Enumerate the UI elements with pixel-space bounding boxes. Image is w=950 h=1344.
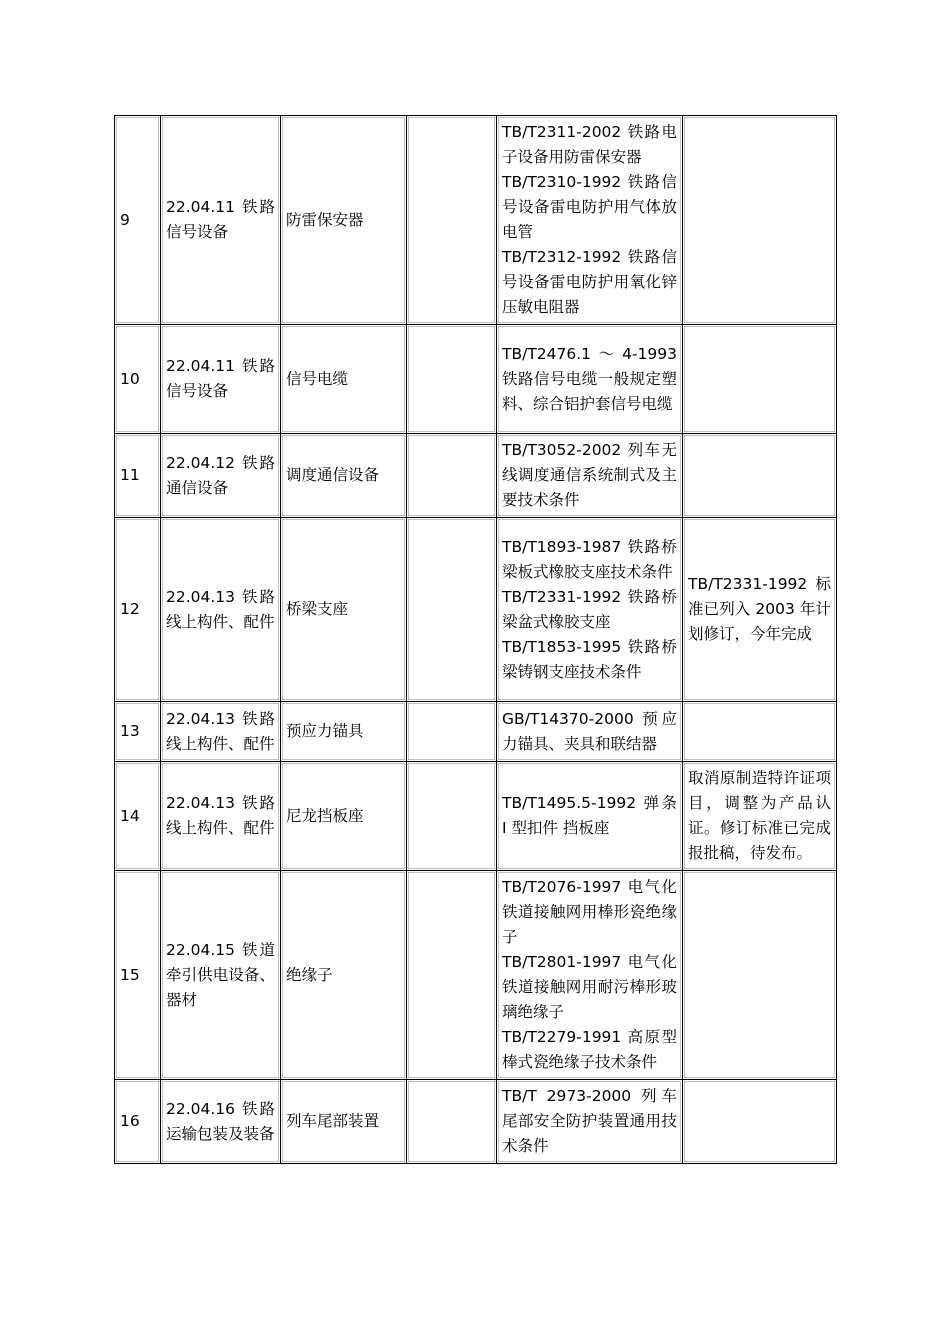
standard-entry: TB/T1495.5-1992 弹条 I 型扣件 挡板座: [502, 794, 677, 837]
product-cell: 防雷保安器: [281, 116, 407, 325]
empty-cell: [407, 762, 497, 871]
standards-cell: [497, 702, 683, 762]
table-row: [115, 518, 837, 702]
standards-cell: [497, 325, 683, 434]
row-number: 10: [115, 325, 161, 434]
standard-entry: TB/T2076-1997 电气化铁道接触网用棒形瓷绝缘子: [502, 878, 677, 946]
table-row: [115, 434, 837, 518]
standards-cell: [497, 116, 683, 325]
category-cell: 22.04.12 铁路通信设备: [161, 434, 281, 518]
note-cell: 取消原制造特许证项目，调整为产品认证。修订标准已完成报批稿，待发布。: [683, 762, 837, 871]
standards-cell: [497, 518, 683, 702]
standard-entry: TB/T2801-1997 电气化铁道接触网用耐污棒形玻璃绝缘子: [502, 953, 677, 1021]
standard-entry: TB/T2312-1992 铁路信号设备雷电防护用氧化锌压敏电阻器: [502, 248, 677, 316]
table-row: [115, 325, 837, 434]
note-cell: [683, 116, 837, 325]
row-number: 9: [115, 116, 161, 325]
product-cell: 调度通信设备: [281, 434, 407, 518]
table-row: [115, 871, 837, 1080]
empty-cell: [407, 325, 497, 434]
standard-entry: TB/T1893-1987 铁路桥梁板式橡胶支座技术条件: [502, 537, 677, 581]
table-row: [115, 702, 837, 762]
standard-entry: TB/T1853-1995 铁路桥梁铸钢支座技术条件: [502, 637, 677, 681]
standards-cell: [497, 762, 683, 871]
standard-entry: TB/T2310-1992 铁路信号设备雷电防护用气体放电管: [502, 173, 677, 241]
product-cell: 信号电缆: [281, 325, 407, 434]
category-cell: 22.04.13 铁路线上构件、配件: [161, 518, 281, 702]
standard-entry: TB/T2279-1991 高原型棒式瓷绝缘子技术条件: [502, 1028, 677, 1071]
empty-cell: [407, 702, 497, 762]
product-cell: 列车尾部装置: [281, 1080, 407, 1164]
standards-cell: [497, 1080, 683, 1164]
row-number: 15: [115, 871, 161, 1080]
standard-entry: TB/T 2973-2000 列车尾部安全防护装置通用技术条件: [502, 1087, 677, 1155]
empty-cell: [407, 1080, 497, 1164]
product-cell: 尼龙挡板座: [281, 762, 407, 871]
empty-cell: [407, 871, 497, 1080]
row-number: 16: [115, 1080, 161, 1164]
note-cell: [683, 1080, 837, 1164]
category-cell: 22.04.11 铁路信号设备: [161, 325, 281, 434]
row-number: 11: [115, 434, 161, 518]
standard-entry: TB/T2476.1～4-1993 铁路信号电缆一般规定塑料、综合铝护套信号电缆: [502, 344, 677, 413]
standard-entry: GB/T14370-2000 预应力锚具、夹具和联结器: [502, 709, 677, 753]
table-row: [115, 762, 837, 871]
category-cell: 22.04.11 铁路信号设备: [161, 116, 281, 325]
standard-entry: TB/T2311-2002 铁路电子设备用防雷保安器: [502, 123, 677, 166]
category-cell: 22.04.16 铁路运输包装及装备: [161, 1080, 281, 1164]
product-cell: 预应力锚具: [281, 702, 407, 762]
category-cell: 22.04.15 铁道牵引供电设备、器材: [161, 871, 281, 1080]
empty-cell: [407, 518, 497, 702]
row-number: 12: [115, 518, 161, 702]
note-cell: [683, 702, 837, 762]
note-cell: [683, 325, 837, 434]
standards-cell: [497, 871, 683, 1080]
table-row: [115, 116, 837, 325]
empty-cell: [407, 116, 497, 325]
standards-table: [114, 115, 837, 1164]
category-cell: 22.04.13 铁路线上构件、配件: [161, 702, 281, 762]
standard-entry: TB/T2331-1992 铁路桥梁盆式橡胶支座: [502, 587, 677, 631]
standard-entry: TB/T3052-2002 列车无线调度通信系统制式及主要技术条件: [502, 441, 677, 509]
product-cell: 桥梁支座: [281, 518, 407, 702]
category-cell: 22.04.13 铁路线上构件、配件: [161, 762, 281, 871]
row-number: 14: [115, 762, 161, 871]
product-cell: 绝缘子: [281, 871, 407, 1080]
note-cell: [683, 434, 837, 518]
empty-cell: [407, 434, 497, 518]
standards-cell: [497, 434, 683, 518]
row-number: 13: [115, 702, 161, 762]
table-row: [115, 1080, 837, 1164]
note-cell: TB/T2331-1992 标准已列入 2003 年计划修订，今年完成: [683, 518, 837, 702]
note-cell: [683, 871, 837, 1080]
